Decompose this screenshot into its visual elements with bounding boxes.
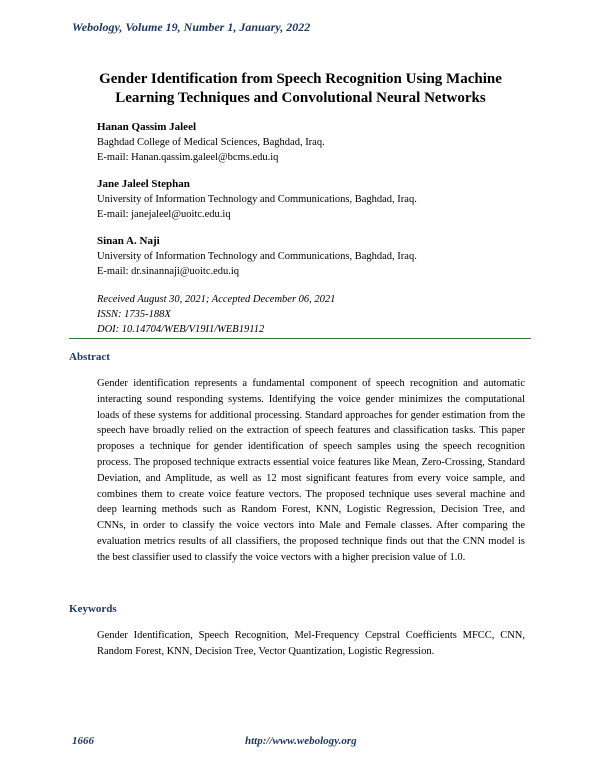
author-block-2: [97, 177, 537, 222]
doi[interactable]: DOI: 10.14704/WEB/V19I1/WEB19112: [97, 324, 265, 335]
page-number: 1666: [72, 735, 94, 747]
received-accepted-dates: Received August 30, 2021; Accepted December 06, 2021: [97, 294, 336, 305]
author-affiliation: University of Information Technology and Communications, Baghdad, Iraq.: [97, 251, 417, 262]
publication-meta: [97, 292, 335, 337]
author-affiliation: Baghdad College of Medical Sciences, Baghdad, Iraq.: [97, 137, 325, 148]
author-email[interactable]: E-mail: Hanan.qassim.galeel@bcms.edu.iq: [97, 152, 279, 163]
journal-url-link[interactable]: http://www.webology.org: [245, 735, 357, 747]
author-name: Sinan A. Naji: [97, 235, 160, 247]
keywords-text: Gender Identification, Speech Recognition, Mel-Frequency Cepstral Coefficients MFCC, CNN, Random Forest, KNN, Decision Tree, Vector Quantization, Logistic Regression.: [97, 630, 525, 657]
abstract-heading: Abstract: [69, 351, 110, 363]
author-affiliation: University of Information Technology and Communications, Baghdad, Iraq.: [97, 194, 417, 205]
issn: ISSN: 1735-188X: [97, 309, 171, 320]
paper-title-line-2: Learning Techniques and Convolutional Neural Networks: [115, 90, 486, 106]
author-email[interactable]: E-mail: janejaleel@uoitc.edu.iq: [97, 209, 231, 220]
journal-header: Webology, Volume 19, Number 1, January, 2022: [72, 20, 311, 34]
section-divider: [69, 338, 531, 339]
author-name: Jane Jaleel Stephan: [97, 178, 190, 190]
author-block-1: [97, 120, 537, 165]
paper-title-line-1: Gender Identification from Speech Recognition Using Machine: [99, 71, 502, 87]
author-email[interactable]: E-mail: dr.sinannaji@uoitc.edu.iq: [97, 266, 240, 277]
abstract-text: Gender identification represents a fundamental component of speech recognition and automatic interacting sound responding systems. Identifying the voice gender minimizes the computational loads of these systems for additional processing. Standard approaches for gender estimation from the speech have broadly relied on the extraction of speech features and classification tasks. This paper proposes a technique for gender identification of speech samples using the speech recognition process. The proposed technique extracts essential voice features like Mean, Zero-Crossing, Standard Deviation, and Amplitude, as well as 12 most significant features from every voice sample, and combines them to create voice feature vectors. The proposed technique uses several machine and deep learning methods such as Random Forest, KNN, Logistic Regression, Decision Tree, and CNNs, in order to classify the voice vectors into Male and Female classes. After comparing the evaluation metrics results of all classifiers, the proposed technique finds out that the CNN model is the best classifier used to classify the voice vectors with a higher precision value of 1.0.: [97, 378, 525, 563]
author-block-3: [97, 234, 537, 279]
paper-title: [70, 70, 531, 108]
keywords-heading: Keywords: [69, 603, 117, 615]
author-name: Hanan Qassim Jaleel: [97, 121, 197, 133]
